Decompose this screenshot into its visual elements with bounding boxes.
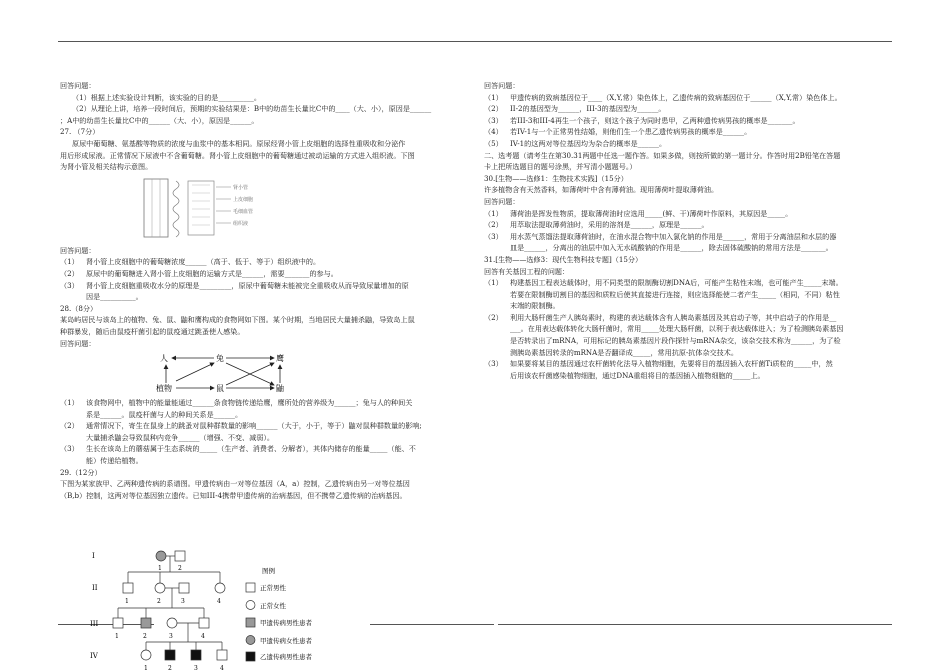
text-continuation: ___。在用表达载体转化大肠杆菌时，常用_____处理大肠杆菌，以利于表达载体进入；为了检测胰岛素基因 (510, 324, 844, 334)
pedigree-IV-1-num: 1 (144, 665, 148, 672)
question-item (60, 443, 472, 455)
legend-normal-male: 正常男性 (260, 584, 286, 592)
text-line: 用后形成尿液。正常情况下尿液中不含葡萄糖。肾小管上皮细胞中的葡萄糖通过被动运输的方式进入组织液。下图 (60, 150, 415, 160)
question-number: （2） (484, 104, 503, 114)
pedigree-I-1-num: 1 (158, 565, 162, 572)
text-line: （B,b）控制，这两对等位基因独立遗传。已知III-4携带甲遗传病的治病基因，但不携带乙遗传病的治病基因。 (60, 490, 407, 500)
kidney-tubule-diagram (136, 175, 296, 243)
question-number: （2） (60, 268, 79, 278)
question-text: 原尿中的葡萄糖进入肾小管上皮细胞的运输方式是______，需要_______的参与。 (86, 268, 338, 278)
text-continuation: 能）传递给植物。 (86, 456, 143, 466)
gen-label-1: I (92, 552, 95, 560)
legend-symbol-normal-male (246, 583, 255, 592)
pedigree-II-4 (215, 583, 225, 593)
right-column (484, 80, 896, 381)
pedigree-II-1 (123, 583, 133, 593)
text-continuation: 系是______。鼠疫杆菌与人的种间关系是______。 (86, 409, 243, 419)
pedigree-III-1-num: 1 (115, 633, 119, 640)
text-line: 种群暴发，随后由鼠疫杆菌引起的鼠疫通过跳蚤使人感染。 (60, 326, 245, 336)
pedigree-IV-4 (217, 650, 227, 660)
question-item (60, 397, 472, 409)
pedigree-I-2 (175, 551, 185, 561)
question-text: II-2的基因型为______，III-3的基因型为______。 (510, 104, 666, 114)
text-line: （1）根据上述实验设计判断，该实验的目的是__________。 (72, 92, 261, 102)
text-continuation: 皿是______，分离出的油层中加入无水硫酸钠的作用是______，除去固体硫酸钠的常用方法是_______。 (510, 243, 833, 253)
pedigree-II-1-num: 1 (125, 598, 129, 605)
text-line: 回答问题： (60, 338, 96, 348)
text-line: 回答问题： (484, 196, 520, 206)
question-text: 肾小管上皮细胞重吸收水分的原理是_________，原尿中葡萄糖未能被完全重吸收从而导致尿量增加的原 (86, 280, 409, 290)
food-web-diagram (156, 351, 296, 397)
text-continuation: 若要在限制酶切割目的基因和质粒后使其直接进行连接，则应选择能使二者产生_____（相同，不同）粘性 (510, 289, 840, 299)
text-line: 27. （7分） (60, 127, 100, 137)
food-web-node-ying: 鹰 (276, 354, 284, 364)
gen-label-2: II (92, 584, 98, 592)
question-number: （2） (60, 421, 79, 431)
pedigree-III-2 (141, 618, 151, 628)
question-text: 甲遗传病的致病基因位于____（X,Y,常）染色体上，乙遗传病的致病基因位于______（X,Y,常）染色体上。 (510, 92, 842, 102)
text-continuation: 因是__________。 (86, 292, 143, 302)
pedigree-II-2-num: 2 (157, 598, 161, 605)
text-line: 为肾小管及相关结构示意图。 (60, 162, 153, 172)
pedigree-III-3 (167, 618, 177, 628)
question-item (484, 126, 896, 138)
question-text: 用萃取法提取薄荷油时，采用的溶剂是______，原理是______。 (510, 220, 709, 230)
question-text: 薄荷油是挥发性物质，提取薄荷油时应选用_____(鲜、干)薄荷叶作原料，其原因是_____。 (510, 208, 793, 218)
kidney-tubule-figure (60, 173, 472, 245)
gen-label-4: IV (90, 652, 98, 660)
question-text: 利用大肠杆菌生产人胰岛素时，构建的表达载体含有人胰岛素基因及其启动子等，其中启动子的作用是__ (510, 312, 837, 322)
question-item (60, 268, 472, 280)
legend-symbol-jia-female (246, 636, 255, 645)
question-item (60, 280, 472, 292)
text-continuation: 末端的限制酶。 (510, 301, 560, 311)
question-item (484, 231, 896, 243)
question-number: （3） (484, 359, 503, 369)
question-text: IV-1的这两对等位基因均为杂合的概率是______。 (510, 138, 667, 148)
pedigree-IV-4-num: 4 (220, 665, 224, 672)
question-number: （2） (484, 220, 503, 230)
question-number: （5） (484, 138, 503, 148)
question-text: 用水蒸气蒸馏法提取薄荷油时，在油水混合物中加入氯化钠的作用是______，常用于分离油层和水层的器 (510, 231, 837, 241)
pedigree-III-4 (199, 618, 209, 628)
text-line: 许多植物含有天然香料，如薄荷叶中含有薄荷油。现用薄荷叶提取薄荷油。 (484, 185, 719, 195)
legend-symbol-yi-male (246, 652, 255, 661)
question-number: （3） (484, 231, 503, 241)
question-number: （1） (484, 278, 503, 288)
question-number: （3） (60, 280, 79, 290)
legend-title: 图例 (262, 567, 275, 575)
food-web-node-zhiwu: 植物 (156, 384, 172, 394)
text-line: 29.（12分） (60, 467, 102, 477)
food-web-node-shu: 鼠 (216, 384, 224, 394)
legend-symbol-normal-female (246, 601, 255, 610)
question-text: 该食物网中，植物中的能量能通过______条食物链传递给鹰，鹰所处的营养级为______；兔与人的种间关 (86, 398, 413, 408)
food-web-node-you: 鼬 (276, 384, 284, 394)
question-number: （1） (484, 92, 503, 102)
food-web-node-ren: 人 (160, 354, 168, 364)
text-continuation: 是否转录出了mRNA，可用标记的胰岛素基因片段作探针与mRNA杂交，该杂交技术称为______，为了检 (510, 336, 841, 346)
pedigree-IV-1 (141, 650, 151, 660)
question-text: 肾小管上皮细胞中的葡萄糖浓度______（高于、低于、等于）组织液中的。 (86, 257, 321, 267)
question-number: （1） (60, 398, 79, 408)
pedigree-III-1 (113, 618, 123, 628)
text-line: 28.（8分） (60, 303, 98, 313)
text-line: 回答问题： (60, 81, 96, 90)
text-line: 某岛屿居民与该岛上的植物、兔、鼠、鼬和鹰构成的食物网如下图。某个时期，当地居民大量捕杀鼬，导致岛上鼠 (60, 315, 415, 325)
left-column (60, 80, 472, 501)
question-text: 生长在该岛上的蘑菇属于生态系统的_____（生产者、消费者、分解者），其体内储存的能量_____（能、不 (86, 444, 416, 454)
pedigree-II-4-num: 4 (217, 598, 221, 605)
text-line: 下图为某家族甲、乙两种遗传病的系谱图。甲遗传病由一对等位基因（A，a）控制，乙遗传病由另一对等位基因 (60, 479, 410, 489)
food-web-figure (60, 349, 472, 397)
question-item (484, 138, 896, 150)
question-item (484, 219, 896, 231)
text-line: 原尿中葡萄糖、氨基酸等物质的浓度与血浆中的基本相同。原尿经肾小管上皮细胞的选择性重吸收和分泌作 (72, 138, 406, 148)
gen-label-3: III (90, 620, 99, 628)
pedigree-IV-3-num: 3 (194, 665, 198, 672)
pedigree-IV-2 (165, 650, 175, 660)
question-text: 若III-3和III-4再生一个孩子，则这个孩子为同时患甲，乙两种遗传病男孩的概率是_______。 (510, 115, 800, 125)
kidney-label-1: 肾小管 (233, 184, 249, 191)
question-number: （3） (484, 115, 503, 125)
pedigree-II-3-num: 3 (181, 598, 185, 605)
pedigree-figure (88, 546, 398, 672)
kidney-label-4: 组织液 (233, 220, 249, 227)
text-line: 回答有关基因工程的问题： (484, 266, 570, 276)
pedigree-IV-2-num: 2 (168, 665, 172, 672)
question-item (484, 115, 896, 127)
food-web-node-tu: 兔 (216, 354, 224, 364)
pedigree-III-4-num: 4 (201, 633, 205, 640)
question-item (60, 420, 472, 432)
pedigree-IV-3 (191, 650, 201, 660)
text-line: 二、选考题（请考生在第30.31两题中任选一题作答。如果多做，则按所做的第一题计分。作答时用2B铅笔在答题 (484, 150, 841, 160)
text-line: 卡上把所选题目的题号涂黑，并写清小题题号。） (484, 162, 637, 172)
question-item (484, 312, 896, 324)
question-text: 通常情况下，寄生在鼠身上的跳蚤对鼠种群数量的影响______（大于，小于，等于）鼬对鼠种群数量的影响; (86, 421, 422, 431)
question-text: 构建基因工程表达载体时，用不同类型的限制酶切割DNA后，可能产生粘性末端，也可能产生_____末端。 (510, 278, 843, 288)
text-line: ；A中的幼苗生长量比C中的______（大、小），原因是______。 (60, 115, 259, 125)
text-line: （2）从理论上讲，培养一段时间后，预期的实验结果是：B中的幼苗生长量比C中的____（大、小），原因是______ (72, 104, 432, 114)
pedigree-I-2-num: 2 (178, 565, 182, 572)
question-item (484, 103, 896, 115)
question-item (484, 208, 896, 220)
pedigree-III-2-num: 2 (143, 633, 147, 640)
pedigree-III-3-num: 3 (169, 633, 173, 640)
text-line: 31.[生物——选修3：现代生物科技专题]（15分） (484, 254, 643, 264)
question-item (484, 92, 896, 104)
text-line: 回答问题： (484, 81, 520, 90)
kidney-label-3: 毛细血管 (233, 208, 254, 215)
text-line: 30.[生物——选修1：生物技术实践]（15分） (484, 173, 628, 183)
legend-normal-female: 正常女性 (260, 602, 286, 610)
bottom-rule-right (498, 624, 892, 625)
question-number: （1） (60, 257, 79, 267)
legend-symbol-jia-male (246, 618, 255, 627)
question-item (484, 358, 896, 370)
text-continuation: 后用该农杆菌感染植物细胞，通过DNA重组将目的基因插入植物细胞的_____上。 (510, 370, 765, 380)
text-line: 回答问题： (60, 245, 96, 255)
top-rule (58, 41, 892, 42)
pedigree-II-2 (155, 583, 165, 593)
text-continuation: 测胰岛素基因转录的mRNA是否翻译成_____，常用抗原-抗体杂交技术。 (510, 347, 738, 357)
legend-jia-male: 甲遗传病男性患者 (260, 619, 312, 627)
question-text: 若IV-1与一个正常男性结婚，则他们生一个患乙遗传病男孩的概率是______。 (510, 127, 752, 137)
question-number: （2） (484, 312, 503, 322)
question-number: （4） (484, 127, 503, 137)
question-number: （3） (60, 444, 79, 454)
question-item (60, 256, 472, 268)
text-continuation: 大量捕杀鼬会导致鼠种内竞争______（增强、不变、减弱）。 (86, 432, 274, 442)
question-text: 如果要将某目的基因通过农杆菌转化法导入植物细胞，先要将目的基因插入农杆菌Ti质粒的_____中，然 (510, 359, 833, 369)
kidney-label-2: 上皮细胞 (233, 196, 254, 203)
pedigree-I-1 (156, 551, 166, 561)
pedigree-II-3 (179, 583, 189, 593)
legend-yi-male: 乙遗传病男性患者 (260, 653, 312, 661)
question-item (484, 277, 896, 289)
legend-jia-female: 甲遗传病女性患者 (260, 637, 312, 645)
question-number: （1） (484, 208, 503, 218)
